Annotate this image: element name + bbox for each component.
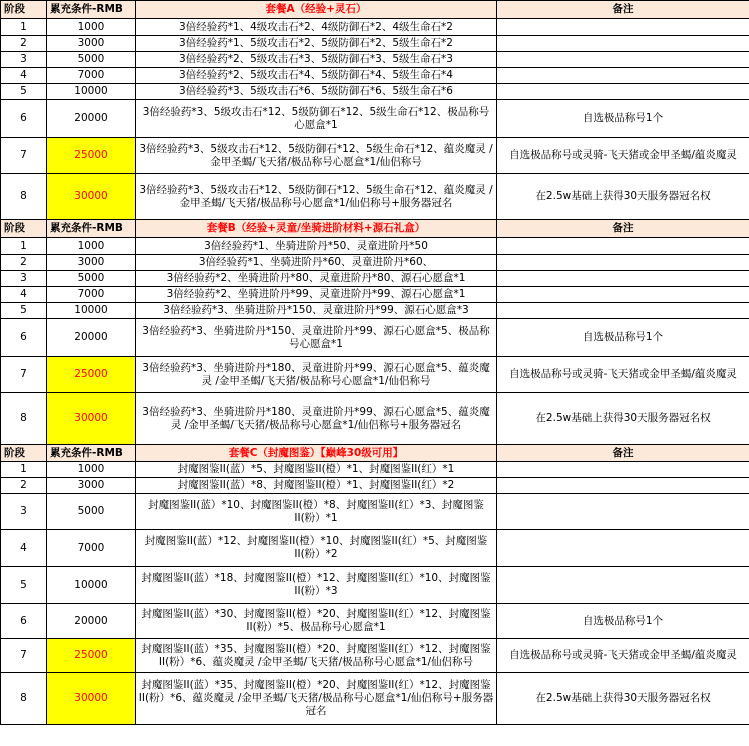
content-cell: 封魔图鉴II(蓝）*12、封魔图鉴II(橙）*10、封魔图鉴II(红）*5、封魔图鉴II(粉）*2 <box>136 530 497 567</box>
amount-cell: 3000 <box>47 36 136 52</box>
note-cell <box>497 271 749 287</box>
stage-cell: 5 <box>1 84 47 100</box>
note-cell <box>497 494 749 530</box>
stage-cell: 5 <box>1 303 47 319</box>
table-row <box>1 68 749 84</box>
stage-cell: 8 <box>1 673 47 725</box>
table-row <box>1 100 749 138</box>
stage-cell: 2 <box>1 478 47 494</box>
stage-cell: 1 <box>1 462 47 478</box>
content-cell: 封魔图鉴II(蓝）*8、封魔图鉴II(橙）*1、封魔图鉴II(红）*2 <box>136 478 497 494</box>
table-row <box>1 494 749 530</box>
table-row <box>1 567 749 604</box>
amount-cell: 10000 <box>47 84 136 100</box>
stage-column-header: 阶段 <box>1 1 47 19</box>
content-cell: 3倍经验药*2、5级攻击石*3、5级防御石*3、5级生命石*3 <box>136 52 497 68</box>
content-cell: 封魔图鉴II(蓝）*35、封魔图鉴II(橙）*20、封魔图鉴II(红）*12、封魔图鉴II(粉）*6、蕴炎魔灵 /金甲圣蝎/飞天猪/极品称号心愿盒*1/仙侣称号+服务器冠名 <box>136 673 497 725</box>
note-cell <box>497 462 749 478</box>
amount-cell: 20000 <box>47 604 136 639</box>
table-row <box>1 478 749 494</box>
amount-cell: 1000 <box>47 462 136 478</box>
stage-cell: 5 <box>1 567 47 604</box>
table-row <box>1 303 749 319</box>
stage-cell: 8 <box>1 174 47 220</box>
package-title: 套餐A（经验+灵石） <box>136 1 497 19</box>
note-cell: 自选极品称号或灵骑-飞天猪或金甲圣蝎/蕴炎魔灵 <box>497 138 749 174</box>
content-cell: 3倍经验药*3、坐骑进阶丹*180、灵童进阶丹*99、源石心愿盒*5、蕴炎魔灵 /金甲圣蝎/飞天猪/极品称号心愿盒*1/仙侣称号 <box>136 357 497 393</box>
content-cell: 3倍经验药*2、坐骑进阶丹*99、灵童进阶丹*99、源石心愿盒*1 <box>136 287 497 303</box>
table-row <box>1 174 749 220</box>
content-cell: 封魔图鉴II(蓝）*35、封魔图鉴II(橙）*20、封魔图鉴II(红）*12、封魔图鉴II(粉）*6、蕴炎魔灵 /金甲圣蝎/飞天猪/极品称号心愿盒*1/仙侣称号 <box>136 639 497 673</box>
note-cell: 自选极品称号1个 <box>497 319 749 357</box>
stage-cell: 4 <box>1 287 47 303</box>
content-cell: 3倍经验药*1、坐骑进阶丹*50、灵童进阶丹*50 <box>136 238 497 255</box>
amount-cell: 7000 <box>47 530 136 567</box>
amount-cell: 3000 <box>47 255 136 271</box>
content-cell: 封魔图鉴II(蓝）*5、封魔图鉴II(橙）*1、封魔图鉴II(红）*1 <box>136 462 497 478</box>
table-row <box>1 462 749 478</box>
amount-cell: 25000 <box>47 357 136 393</box>
content-cell: 3倍经验药*3、坐骑进阶丹*180、灵童进阶丹*99、源石心愿盒*5、蕴炎魔灵 /金甲圣蝎/飞天猪/极品称号心愿盒*1/仙侣称号+服务器冠名 <box>136 393 497 445</box>
content-cell: 3倍经验药*3、坐骑进阶丹*150、灵童进阶丹*99、源石心愿盒*3 <box>136 303 497 319</box>
content-cell: 封魔图鉴II(蓝）*30、封魔图鉴II(橙）*20、封魔图鉴II(红）*12、封魔图鉴II(粉）*5、极品称号心愿盒*1 <box>136 604 497 639</box>
table-row <box>1 639 749 673</box>
content-cell: 3倍经验药*3、5级攻击石*12、5级防御石*12、5级生命石*12、蕴炎魔灵 /金甲圣蝎/飞天猪/极品称号心愿盒*1/仙侣称号+服务器冠名 <box>136 174 497 220</box>
stage-cell: 7 <box>1 639 47 673</box>
stage-cell: 6 <box>1 100 47 138</box>
condition-column-header: 累充条件-RMB <box>47 220 136 238</box>
stage-cell: 4 <box>1 530 47 567</box>
table-row <box>1 271 749 287</box>
note-cell: 在2.5w基础上获得30天服务器冠名权 <box>497 393 749 445</box>
amount-cell: 7000 <box>47 68 136 84</box>
section-header-row <box>1 220 749 238</box>
stage-cell: 4 <box>1 68 47 84</box>
amount-cell: 30000 <box>47 174 136 220</box>
note-cell <box>497 530 749 567</box>
note-cell <box>497 68 749 84</box>
note-cell <box>497 567 749 604</box>
package-title: 套餐C（封魔图鉴）【巅峰30级可用】 <box>136 445 497 462</box>
stage-column-header: 阶段 <box>1 220 47 238</box>
table-row <box>1 393 749 445</box>
table-row <box>1 238 749 255</box>
content-cell: 3倍经验药*3、坐骑进阶丹*150、灵童进阶丹*99、源石心愿盒*5、极品称号心愿盒*1 <box>136 319 497 357</box>
note-cell: 自选极品称号或灵骑-飞天猪或金甲圣蝎/蕴炎魔灵 <box>497 639 749 673</box>
stage-cell: 3 <box>1 494 47 530</box>
amount-cell: 3000 <box>47 478 136 494</box>
table-row <box>1 530 749 567</box>
note-cell <box>497 52 749 68</box>
stage-cell: 2 <box>1 36 47 52</box>
amount-cell: 5000 <box>47 52 136 68</box>
table-row <box>1 36 749 52</box>
stage-cell: 1 <box>1 238 47 255</box>
table-row <box>1 319 749 357</box>
amount-cell: 25000 <box>47 639 136 673</box>
note-cell <box>497 84 749 100</box>
note-cell: 在2.5w基础上获得30天服务器冠名权 <box>497 673 749 725</box>
stage-column-header: 阶段 <box>1 445 47 462</box>
table-row <box>1 255 749 271</box>
amount-cell: 30000 <box>47 393 136 445</box>
note-cell <box>497 238 749 255</box>
content-cell: 3倍经验药*3、5级攻击石*12、5级防御石*12、5级生命石*12、蕴炎魔灵 /金甲圣蝎/飞天猪/极品称号心愿盒*1/仙侣称号 <box>136 138 497 174</box>
amount-cell: 10000 <box>47 303 136 319</box>
section-header-row <box>1 445 749 462</box>
stage-cell: 7 <box>1 138 47 174</box>
amount-cell: 1000 <box>47 19 136 36</box>
note-cell: 自选极品称号1个 <box>497 604 749 639</box>
stage-cell: 2 <box>1 255 47 271</box>
stage-cell: 3 <box>1 52 47 68</box>
stage-cell: 6 <box>1 319 47 357</box>
amount-cell: 30000 <box>47 673 136 725</box>
note-cell <box>497 478 749 494</box>
condition-column-header: 累充条件-RMB <box>47 445 136 462</box>
content-cell: 封魔图鉴II(蓝）*10、封魔图鉴II(橙）*8、封魔图鉴II(红）*3、封魔图鉴II(粉）*1 <box>136 494 497 530</box>
table-row <box>1 19 749 36</box>
content-cell: 3倍经验药*2、坐骑进阶丹*80、灵童进阶丹*80、源石心愿盒*1 <box>136 271 497 287</box>
note-column-header: 备注 <box>497 220 749 238</box>
amount-cell: 5000 <box>47 271 136 287</box>
content-cell: 3倍经验药*1、5级攻击石*2、5级防御石*2、5级生命石*2 <box>136 36 497 52</box>
note-cell: 在2.5w基础上获得30天服务器冠名权 <box>497 174 749 220</box>
table-row <box>1 84 749 100</box>
table-row <box>1 287 749 303</box>
content-cell: 3倍经验药*3、5级攻击石*12、5级防御石*12、5级生命石*12、极品称号心愿盒*1 <box>136 100 497 138</box>
note-column-header: 备注 <box>497 445 749 462</box>
note-cell <box>497 303 749 319</box>
stage-cell: 3 <box>1 271 47 287</box>
condition-column-header: 累充条件-RMB <box>47 1 136 19</box>
content-cell: 3倍经验药*3、5级攻击石*6、5级防御石*6、5级生命石*6 <box>136 84 497 100</box>
stage-cell: 6 <box>1 604 47 639</box>
content-cell: 封魔图鉴II(蓝）*18、封魔图鉴II(橙）*12、封魔图鉴II(红）*10、封魔图鉴II(粉）*3 <box>136 567 497 604</box>
note-cell: 自选极品称号1个 <box>497 100 749 138</box>
note-cell <box>497 287 749 303</box>
content-cell: 3倍经验药*2、5级攻击石*4、5级防御石*4、5级生命石*4 <box>136 68 497 84</box>
note-cell <box>497 36 749 52</box>
amount-cell: 20000 <box>47 100 136 138</box>
table-row <box>1 357 749 393</box>
amount-cell: 1000 <box>47 238 136 255</box>
stage-cell: 8 <box>1 393 47 445</box>
table-row <box>1 52 749 68</box>
amount-cell: 25000 <box>47 138 136 174</box>
amount-cell: 10000 <box>47 567 136 604</box>
amount-cell: 20000 <box>47 319 136 357</box>
note-cell <box>497 255 749 271</box>
note-column-header: 备注 <box>497 1 749 19</box>
section-header-row <box>1 1 749 19</box>
table-row <box>1 138 749 174</box>
note-cell <box>497 19 749 36</box>
content-cell: 3倍经验药*1、坐骑进阶丹*60、灵童进阶丹*60、 <box>136 255 497 271</box>
amount-cell: 7000 <box>47 287 136 303</box>
note-cell: 自选极品称号或灵骑-飞天猪或金甲圣蝎/蕴炎魔灵 <box>497 357 749 393</box>
content-cell: 3倍经验药*1、4级攻击石*2、4级防御石*2、4级生命石*2 <box>136 19 497 36</box>
table-row <box>1 604 749 639</box>
table-row <box>1 673 749 725</box>
package-title: 套餐B（经验+灵童/坐骑进阶材料+源石礼盒） <box>136 220 497 238</box>
stage-cell: 7 <box>1 357 47 393</box>
amount-cell: 5000 <box>47 494 136 530</box>
stage-cell: 1 <box>1 19 47 36</box>
